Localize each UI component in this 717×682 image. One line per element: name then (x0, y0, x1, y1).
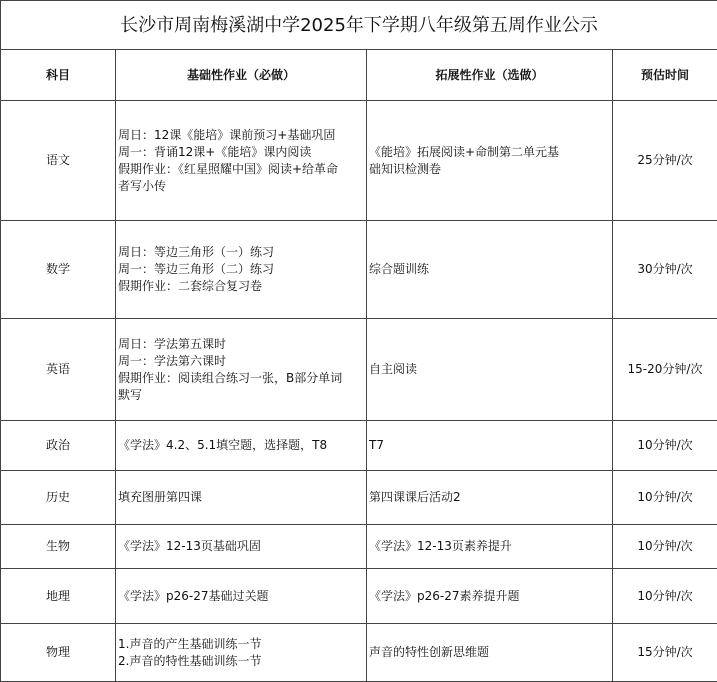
subject-cell: 物理 (1, 624, 116, 682)
subject-cell: 政治 (1, 421, 116, 471)
table-row (1, 471, 717, 525)
title-row (1, 1, 717, 50)
table-row (1, 421, 717, 471)
basic-homework-cell (116, 569, 367, 624)
basic-homework-line: 《学法》4.2、5.1填空题，选择题，T8 (118, 437, 364, 454)
extended-homework-line: 《能培》拓展阅读+命制第二单元基 (369, 144, 610, 161)
table-row (1, 624, 717, 682)
basic-homework-line: 周日：12课《能培》课前预习+基础巩固 (118, 127, 364, 144)
basic-homework-line: 假期作业：《红星照耀中国》阅读+给革命 (118, 161, 364, 178)
extended-homework-cell (367, 221, 613, 319)
extended-homework-line: T7 (369, 437, 610, 454)
table-row (1, 101, 717, 221)
estimated-time-cell: 25分钟/次 (613, 101, 717, 221)
header-row (1, 50, 717, 101)
basic-homework-line: 假期作业：阅读组合练习一张，B部分单词 (118, 370, 364, 387)
basic-homework-line: 《学法》12-13页基础巩固 (118, 538, 364, 555)
estimated-time-cell: 15分钟/次 (613, 624, 717, 682)
basic-homework-line: 者写小传 (118, 178, 364, 195)
estimated-time-cell: 10分钟/次 (613, 471, 717, 525)
table-row (1, 569, 717, 624)
basic-homework-line: 默写 (118, 387, 364, 404)
basic-homework-cell (116, 319, 367, 421)
extended-homework-cell (367, 569, 613, 624)
estimated-time-cell: 10分钟/次 (613, 421, 717, 471)
basic-homework-cell (116, 101, 367, 221)
subject-cell: 历史 (1, 471, 116, 525)
subject-cell: 数学 (1, 221, 116, 319)
extended-homework-cell (367, 319, 613, 421)
extended-homework-cell (367, 624, 613, 682)
basic-homework-line: 假期作业：二套综合复习卷 (118, 278, 364, 295)
extended-homework-cell (367, 421, 613, 471)
basic-homework-line: 填充图册第四课 (118, 489, 364, 506)
header-basic: 基础性作业（必做） (116, 50, 367, 101)
header-extended: 拓展性作业（选做） (367, 50, 613, 101)
estimated-time-cell: 15-20分钟/次 (613, 319, 717, 421)
basic-homework-line: 周一：背诵12课+《能培》课内阅读 (118, 144, 364, 161)
basic-homework-cell (116, 421, 367, 471)
subject-cell: 语文 (1, 101, 116, 221)
basic-homework-line: 2.声音的特性基础训练一节 (118, 653, 364, 670)
subject-cell: 地理 (1, 569, 116, 624)
table-body (1, 101, 717, 682)
basic-homework-cell (116, 471, 367, 525)
extended-homework-line: 声音的特性创新思维题 (369, 644, 610, 661)
extended-homework-line: 自主阅读 (369, 361, 610, 378)
basic-homework-line: 周日：等边三角形（一）练习 (118, 244, 364, 261)
basic-homework-line: 周日：学法第五课时 (118, 336, 364, 353)
basic-homework-line: 1.声音的产生基础训练一节 (118, 636, 364, 653)
table-row (1, 525, 717, 569)
basic-homework-cell (116, 525, 367, 569)
basic-homework-cell (116, 624, 367, 682)
basic-homework-line: 周一：等边三角形（二）练习 (118, 261, 364, 278)
extended-homework-line: 《学法》12-13页素养提升 (369, 538, 610, 555)
extended-homework-line: 础知识检测卷 (369, 161, 610, 178)
extended-homework-cell (367, 471, 613, 525)
table-row (1, 319, 717, 421)
table-title: 长沙市周南梅溪湖中学2025年下学期八年级第五周作业公示 (1, 1, 717, 50)
basic-homework-line: 周一：学法第六课时 (118, 353, 364, 370)
header-time: 预估时间 (613, 50, 717, 101)
subject-cell: 生物 (1, 525, 116, 569)
extended-homework-line: 《学法》p26-27素养提升题 (369, 588, 610, 605)
estimated-time-cell: 30分钟/次 (613, 221, 717, 319)
extended-homework-cell (367, 525, 613, 569)
basic-homework-line: 《学法》p26-27基础过关题 (118, 588, 364, 605)
table-row (1, 221, 717, 319)
extended-homework-cell (367, 101, 613, 221)
extended-homework-line: 综合题训练 (369, 261, 610, 278)
estimated-time-cell: 10分钟/次 (613, 525, 717, 569)
header-subject: 科目 (1, 50, 116, 101)
basic-homework-cell (116, 221, 367, 319)
estimated-time-cell: 10分钟/次 (613, 569, 717, 624)
subject-cell: 英语 (1, 319, 116, 421)
extended-homework-line: 第四课课后活动2 (369, 489, 610, 506)
